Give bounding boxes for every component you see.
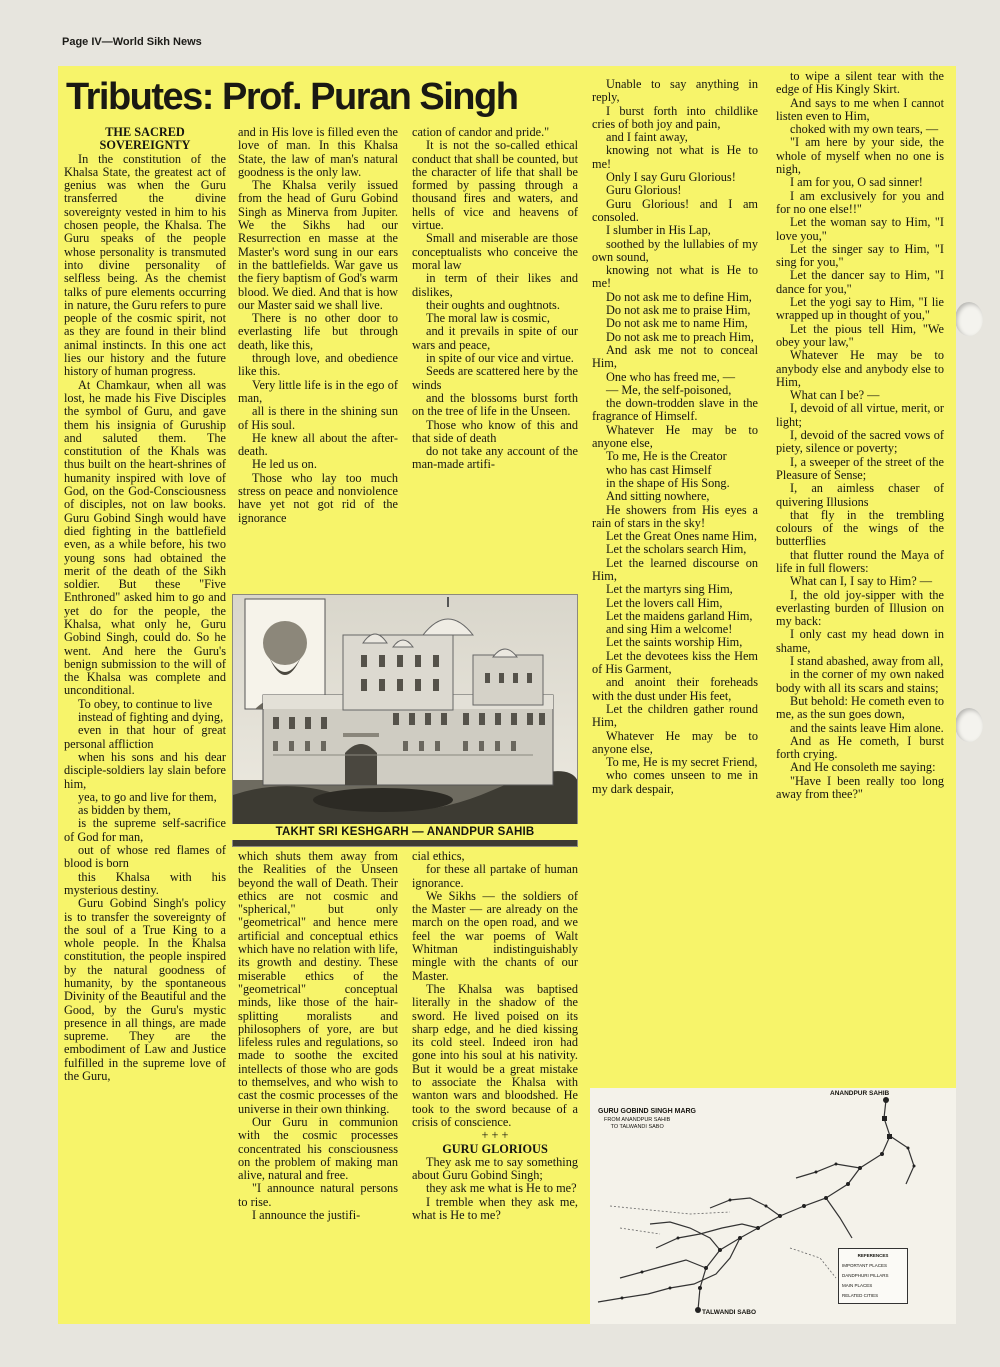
paragraph: cial ethics, [412,850,465,863]
paragraph: Let the martyrs sing Him, [606,582,733,597]
column-4 [592,78,758,1086]
section-heading: THE SACRED [105,126,185,139]
paragraph: in spite of our vice and virtue. [426,351,574,366]
paragraph: choked with my own tears, — [790,122,939,137]
paragraph: cation of candor and pride." [412,126,550,139]
paragraph: The Khalsa verily issued from the head of Guru Gobind Singh as Minerva from Jupiter. We the Sikhs had our Resurrection en masse at the Master's word sung in our ears in the battlefields. War gave us the fiery baptism of God's warm blood. We died. And that is how our Master said we shall live. [238,178,398,312]
paragraph: To me, He is the Creator [606,449,727,464]
paragraph: Only I say Guru Glorious! [606,170,736,185]
paragraph: I burst forth into childlike cries of both joy and pain, [592,103,758,131]
gurdwara-photo [232,594,578,847]
paragraph: What can I be? — [790,388,880,403]
paragraph: when his sons and his dear disciple-soldiers lay slain before him, [64,749,226,791]
paragraph: Guru Glorious! [606,183,682,198]
paragraph: Guru Glorious! and I am consoled. [592,196,758,224]
section-heading: GURU GLORIOUS [442,1141,548,1156]
punch-hole [955,708,983,742]
paragraph: for these all partake of human ignorance. [412,862,578,890]
legend-title: REFERENCES [857,1253,889,1258]
paragraph: Let the devotees kiss the Hem of His Garment, [592,648,758,677]
paragraph: Do not ask me to name Him, [606,316,748,331]
punch-hole [955,302,983,336]
paragraph: in the corner of my own naked body with all its scars and stains; [776,667,944,695]
map-label-end: TALWANDI SABO [702,1309,757,1316]
paragraph: One who has freed me, — [606,369,736,384]
legend-item: IMPORTANT PLACES [842,1263,888,1268]
paragraph: What can I, I say to Him? — [790,574,933,589]
paragraph: Seeds are scattered here by the winds [412,364,578,392]
paragraph: out of whose red flames of blood is born [64,843,226,871]
paragraph: even in that hour of great personal affliction [64,723,226,751]
paragraph: He knew all about the after-death. [238,430,398,459]
paragraph: instead of fighting and dying, [78,710,224,725]
paragraph: Let the children gather round Him, [592,701,758,730]
paragraph: And as He cometh, I burst forth crying. [776,733,944,762]
paragraph: At Chamkaur, when all was lost, he made his Five Disciples the symbol of Guru, and gave them his insignia of Guruship and saluted them. The constitution of the Khals was thus built on the heart-shrines of humanity inspired with love of God, on the God-Consciousness of disciples, not on law books. Guru Gobind Singh would have died fighting in the battlefield even, as a while before, his two young sons had obtained the merit of the death of the Sikh soldier. But these "Five Enthroned" asked him to go and yet do for the people, the Khalsa, what only he, Guru Gobind Singh, could do. So he went. And here the Guru's benign submission to the will of the Khalsa was complete and unconditional. [64,377,226,698]
paragraph: and the saints leave Him alone. [790,720,944,735]
paragraph: soothed by the lullabies of my own sound, [592,236,758,264]
paragraph: And ask me not to conceal Him, [592,342,758,371]
paragraph: and sing Him a welcome! [606,622,733,637]
paragraph: I, the old joy-sipper with the everlasting burden of Illusion on my back: [776,587,944,629]
paragraph: through love, and obedience like this. [238,351,398,379]
map-title: GURU GOBIND SINGH MARG [598,1108,696,1115]
paragraph: and anoint their foreheads with the dust under His feet, [592,675,758,703]
paragraph: Whatever He may be to anybody else and anybody else to Him, [776,348,944,389]
paragraph: "I announce natural persons to rise. [238,1181,398,1209]
photo-caption: TAKHT SRI KESHGARH — ANANDPUR SAHIB [232,824,578,840]
paragraph: The Khalsa was baptised literally in the shadow of the sword. He lived poised on its sharp edge, and he died kissing its cold steel. Indeed iron had gone into his soul at his nativity. But it would be a great mistake to associate the Khalsa with wanton wars and bloodshed. He took to the sword because of a crisis of conscience. [412,981,578,1129]
paragraph: do not take any account of the man-made artifi- [412,444,578,472]
paragraph: Those who know of this and that side of death [412,417,578,445]
column-3-bottom [412,850,578,1322]
paragraph: I, a sweeper of the street of the Pleasure of Sense; [776,454,944,482]
paragraph: all is there in the shining sun of His soul. [238,404,398,432]
paragraph: Whatever He may be to anyone else, [592,728,758,756]
paragraph: I, devoid of all virtue, merit, or light; [776,401,944,429]
paragraph: Small and miserable are those conceptualists who conceive the moral law [412,231,578,272]
paragraph: knowing not what is He to me! [592,263,758,291]
paragraph: and it prevails in spite of our wars and peace, [412,324,578,352]
paragraph: It is not the so-called ethical conduct that shall be counted, but the character of life that shall be formed by passing through a thousand fires and waters, and hells of vice and heavens of virtue. [412,138,578,233]
paragraph: Let the scholars search Him, [606,542,747,557]
paragraph: that flutter round the Maya of life in full flowers: [776,547,944,575]
paragraph: Let the dancer say to Him, "I dance for you," [776,268,944,296]
column-1 [64,126,226,1322]
gurdwara-illustration [233,595,578,847]
legend-item: MAIN PLACES [842,1283,873,1288]
paragraph: Let the learned discourse on Him, [592,555,758,583]
paragraph: Our Guru in communion with the cosmic processes concentrated his consciousness on the problem of making man alive, natural and free. [238,1114,398,1183]
paragraph: I announce the justifi- [252,1208,361,1223]
paragraph: And He consoleth me saying: [790,760,936,775]
section-separator: + + + [481,1128,509,1143]
paragraph: Very little life is in the ego of man, [238,377,398,405]
paragraph: they ask me what is He to me? [426,1181,577,1196]
article-title: Tributes: Prof. Puran Singh [66,76,518,118]
paragraph: There is no other door to everlasting life but through death, like this, [238,311,398,352]
paragraph: I only cast my head down in shame, [776,627,944,655]
paragraph: And sitting nowhere, [606,489,710,504]
paragraph: this Khalsa with his mysterious destiny. [64,869,226,897]
paragraph: Those who lay too much stress on peace and nonviolence have yet not got rid of the ignorance [238,470,398,525]
paragraph: I tremble when they ask me, what is He to me? [412,1194,578,1223]
paragraph: I am for you, O sad sinner! [790,175,923,190]
paragraph: He showers from His eyes a rain of stars in the sky! [592,502,758,530]
paragraph: Let the lovers call Him, [606,595,723,610]
column-2-top [238,126,398,588]
paragraph: To obey, to continue to live [78,696,213,711]
paragraph: in the shape of His Song. [606,475,730,490]
paragraph: Let the pious tell Him, "We obey your law," [776,321,944,349]
paragraph: "Have I been really too long away from thee?" [776,773,944,802]
paragraph: Unable to say anything in reply, [592,78,758,105]
paragraph: Guru Gobind Singh's policy is to transfer the sovereignty of the soul of a True King to a whole people. In the Khalsa constitution, the people inspired by the natural goodness of humanity, by the spontaneous Divinity of the Beautiful and the Good, by the Guru's mystic presence in all things, are made supreme. They are the embodiment of Law and Justice fulfilled in the supreme love of the Guru, [64,896,226,1084]
paragraph: Do not ask me to preach Him, [606,329,754,344]
paragraph: and the blossoms burst forth on the tree of life in the Unseen. [412,390,578,419]
paragraph: in term of their likes and dislikes, [412,271,578,299]
paragraph: is the supreme self-sacrifice of God for man, [64,816,226,844]
paragraph: Let the woman say to Him, "I love you," [776,215,944,243]
column-5 [776,70,944,1086]
paragraph: I am exclusively for you and for no one else!!" [776,188,944,216]
paragraph: the down-trodden slave in the fragrance of Himself. [592,396,758,424]
paragraph: and in His love is filled even the love of man. In this Khalsa State, the law of man's natural goodness is the only law. [238,126,398,179]
paragraph: We Sikhs — the soldiers of the Master — are already on the march on the open road, and we feel the war poems of Walt Whitman indistinguishably mingle with the chants of our Master. [412,888,578,983]
column-2-bottom [238,850,398,1322]
paragraph: To me, He is my secret Friend, [606,755,758,770]
map-subtitle-line: TO TALWANDI SABO [610,1124,664,1130]
map-label-start: ANANDPUR SAHIB [830,1090,890,1097]
paragraph: Let the yogi say to Him, "I lie wrapped up in thought of you," [776,295,944,323]
paragraph: Do not ask me to praise Him, [606,303,751,318]
paragraph: their oughts and oughtnots. [426,297,560,312]
paragraph: yea, to go and live for them, [78,789,217,804]
paragraph: as bidden by them, [78,803,171,818]
route-map [590,1088,956,1324]
paragraph: "I am here by your side, the whole of myself when no one is nigh, [776,135,944,177]
paragraph: I, devoid of the sacred vows of piety, silence or poverty; [776,428,944,456]
paragraph: to wipe a silent tear with the edge of His Kingly Skirt. [776,70,944,97]
map-legend [838,1248,908,1304]
paragraph: The moral law is cosmic, [426,311,550,326]
paragraph: who comes unseen to me in my dark despair, [592,768,758,796]
paragraph: And says to me when I cannot listen even to Him, [776,95,944,123]
paragraph: In the constitution of the Khalsa State, the greatest act of genius was when the Guru transferred the divine sovereignty vested in him to his chosen people, the Khalsa. The Guru speaks of the people whose personality is transmuted into divine personality of selfless being. As the chemist talks of pure elements occurring in nature, the Guru refers to pure people of the cosmic spirit, not as they are found in their blind animal instincts. In this one act lies our history and the future history of human progress. [64,151,226,379]
running-head: Page IV—World Sikh News [62,36,202,48]
map-subtitle-line: FROM ANANDPUR SAHIB [604,1117,671,1123]
legend-item: DANDPHURI PILLARS [842,1273,889,1278]
paragraph: I slumber in His Lap, [606,223,711,238]
paragraph: I stand abashed, away from all, [790,654,944,669]
paragraph: knowing not what is He to me! [592,143,758,171]
paragraph: — Me, the self-poisoned, [606,382,732,397]
paragraph: Let the maidens garland Him, [606,608,753,623]
paragraph: Let the Great Ones name Him, [606,529,757,544]
column-3-top [412,126,578,588]
paragraph: He led us on. [252,457,317,472]
paragraph: Let the saints worship Him, [606,635,743,650]
article-sheet [58,66,956,1324]
paragraph: But behold: He cometh even to me, as the sun goes down, [776,693,944,722]
paragraph: They ask me to say something about Guru Gobind Singh; [412,1154,578,1183]
section-heading: SOVEREIGNTY [99,138,191,153]
paragraph: I, an aimless chaser of quivering Illusions [776,481,944,509]
paragraph: which shuts them away from the Realities of the Unseen beyond the wall of Death. Their ethics are not cosmic and "spherical," but only "geometrical" and hence mere artificial and conceptual ethics which have no relation with life, its growth and destiny. These miserable ethics of the "geometrical" conceptual minds, like those of the hair-splitting moralists and philosophers of yore, are but lifeless rules and regulations, so made to soothe the excited intellects of those who are gods to themselves, and who wish to cast the cosmic processes of the universe in their own thinking. [238,850,398,1116]
paragraph: who has cast Himself [606,462,712,477]
paragraph: that fly in the trembling colours of the wings of the butterflies [776,507,944,549]
paragraph: Do not ask me to define Him, [606,289,752,304]
legend-item: RELATED CITIES [842,1293,879,1298]
paragraph: Whatever He may be to anyone else, [592,422,758,451]
paragraph: Let the singer say to Him, "I sing for you," [776,241,944,270]
paragraph: and I faint away, [606,130,688,145]
